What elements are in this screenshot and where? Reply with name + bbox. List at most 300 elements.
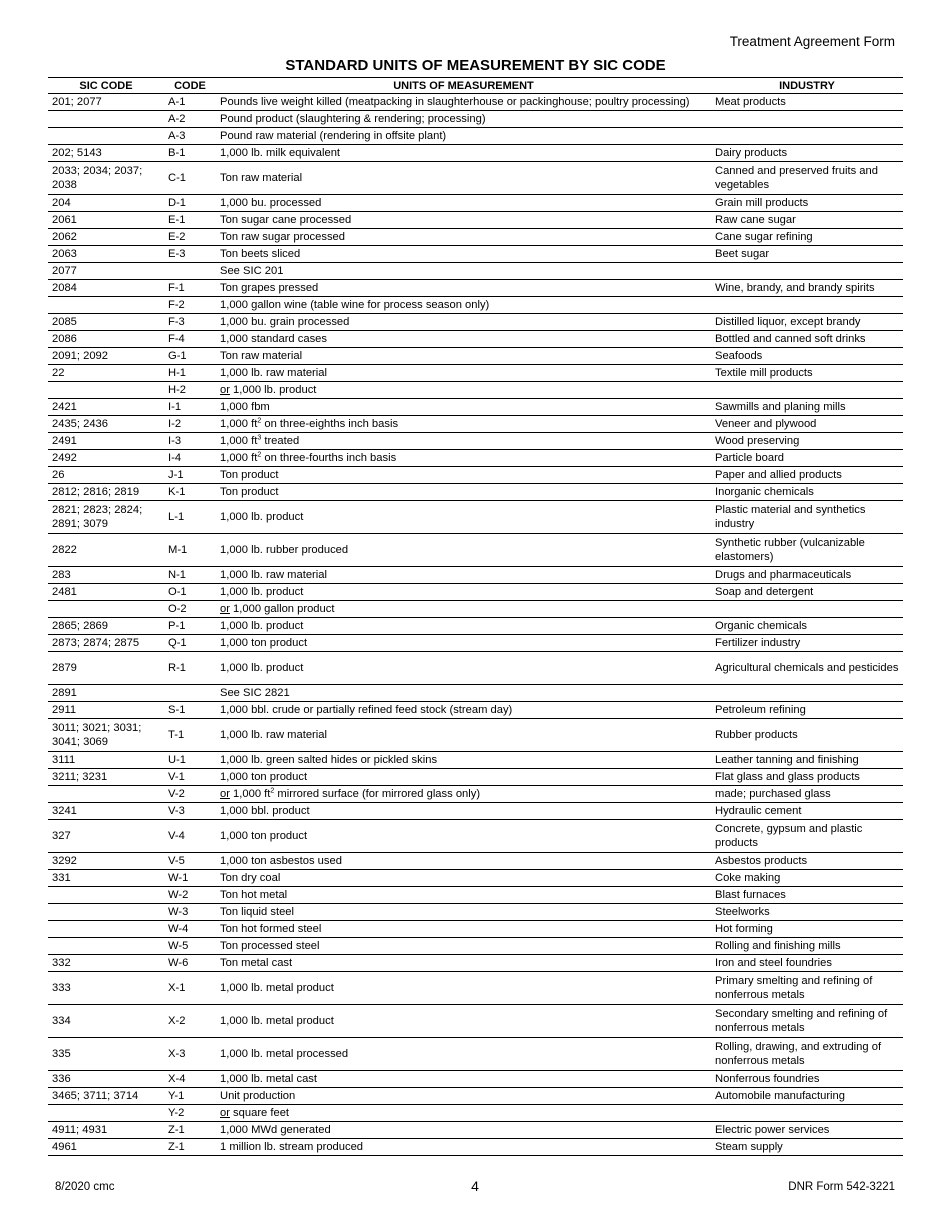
header-code: CODE xyxy=(164,78,216,94)
sic-code-cell: 2435; 2436 xyxy=(48,416,164,433)
unit-text: Ton grapes pressed xyxy=(220,282,319,294)
unit-text: 1,000 gallon product xyxy=(229,603,335,615)
units-table xyxy=(48,77,903,1156)
unit-text: 1,000 lb. product xyxy=(220,662,304,674)
table-row xyxy=(48,1088,903,1105)
unit-cell xyxy=(216,212,711,229)
unit-text: Ton dry coal xyxy=(220,872,281,884)
unit-cell xyxy=(216,450,711,467)
sic-code-cell: 2063 xyxy=(48,246,164,263)
unit-cell xyxy=(216,702,711,719)
sic-code-cell: 2086 xyxy=(48,331,164,348)
table-row xyxy=(48,1038,903,1071)
industry-cell: Soap and detergent xyxy=(711,584,903,601)
unit-cell xyxy=(216,904,711,921)
unit-text: 1,000 ft xyxy=(229,788,271,800)
code-cell: C-1 xyxy=(164,162,216,195)
code-cell: L-1 xyxy=(164,501,216,534)
table-row xyxy=(48,719,903,752)
page-title: STANDARD UNITS OF MEASUREMENT BY SIC CODE xyxy=(285,57,666,74)
unit-cell xyxy=(216,331,711,348)
unit-text: 1,000 ft xyxy=(220,435,258,447)
unit-exponent: 2 xyxy=(270,787,275,795)
unit-text: Ton sugar cane processed xyxy=(220,214,352,226)
table-row xyxy=(48,111,903,128)
code-cell: W-2 xyxy=(164,887,216,904)
page-number: 4 xyxy=(471,1178,479,1194)
code-cell: O-2 xyxy=(164,601,216,618)
table-row xyxy=(48,280,903,297)
unit-text: Ton liquid steel xyxy=(220,906,295,918)
industry-cell: Distilled liquor, except brandy xyxy=(711,314,903,331)
industry-cell: Blast furnaces xyxy=(711,887,903,904)
unit-cell xyxy=(216,365,711,382)
code-cell: I-4 xyxy=(164,450,216,467)
sic-code-cell: 2821; 2823; 2824; 2891; 3079 xyxy=(48,501,164,534)
sic-code-cell: 26 xyxy=(48,467,164,484)
sic-code-cell: 2873; 2874; 2875 xyxy=(48,635,164,652)
unit-cell xyxy=(216,584,711,601)
unit-cell xyxy=(216,1005,711,1038)
table-row xyxy=(48,870,903,887)
unit-text: Ton beets sliced xyxy=(220,248,301,260)
table-row xyxy=(48,1139,903,1156)
table-row xyxy=(48,1071,903,1088)
code-cell: V-2 xyxy=(164,786,216,803)
unit-text: Ton raw sugar processed xyxy=(220,231,345,243)
code-cell: W-1 xyxy=(164,870,216,887)
unit-cell xyxy=(216,955,711,972)
sic-code-cell: 3211; 3231 xyxy=(48,769,164,786)
sic-code-cell: 2061 xyxy=(48,212,164,229)
sic-code-cell: 332 xyxy=(48,955,164,972)
unit-text: 1,000 ton product xyxy=(220,771,308,783)
industry-cell: Grain mill products xyxy=(711,195,903,212)
unit-text: 1,000 ton product xyxy=(220,637,308,649)
code-cell: W-4 xyxy=(164,921,216,938)
code-cell: V-3 xyxy=(164,803,216,820)
sic-code-cell: 327 xyxy=(48,820,164,853)
table-row xyxy=(48,331,903,348)
sic-code-cell: 2085 xyxy=(48,314,164,331)
sic-code-cell: 202; 5143 xyxy=(48,145,164,162)
sic-code-cell: 2492 xyxy=(48,450,164,467)
unit-cell xyxy=(216,921,711,938)
industry-cell: Automobile manufacturing xyxy=(711,1088,903,1105)
sic-code-cell xyxy=(48,904,164,921)
code-cell: A-1 xyxy=(164,94,216,111)
unit-text: 1,000 bbl. crude or partially refined feed stock (stream day) xyxy=(220,704,513,716)
sic-code-cell: 2062 xyxy=(48,229,164,246)
sic-code-cell: 2033; 2034; 2037; 2038 xyxy=(48,162,164,195)
form-number: DNR Form 542-3221 xyxy=(788,1181,895,1193)
sic-code-cell: 2091; 2092 xyxy=(48,348,164,365)
code-cell: X-4 xyxy=(164,1071,216,1088)
unit-text: Pound product (slaughtering & rendering; processing) xyxy=(220,113,486,125)
sic-code-cell: 3111 xyxy=(48,752,164,769)
code-cell: B-1 xyxy=(164,145,216,162)
unit-cell xyxy=(216,803,711,820)
unit-cell xyxy=(216,618,711,635)
unit-text: 1,000 lb. metal cast xyxy=(220,1073,318,1085)
header-industry: INDUSTRY xyxy=(711,78,903,94)
unit-text: 1,000 lb. product xyxy=(220,511,304,523)
unit-cell xyxy=(216,1105,711,1122)
industry-cell xyxy=(711,128,903,145)
sic-code-cell xyxy=(48,297,164,314)
table-row xyxy=(48,297,903,314)
unit-text: See SIC 201 xyxy=(220,265,284,277)
industry-cell: Electric power services xyxy=(711,1122,903,1139)
industry-cell: Bottled and canned soft drinks xyxy=(711,331,903,348)
unit-cell xyxy=(216,195,711,212)
industry-cell: Drugs and pharmaceuticals xyxy=(711,567,903,584)
industry-cell: Iron and steel foundries xyxy=(711,955,903,972)
unit-cell xyxy=(216,786,711,803)
unit-cell xyxy=(216,870,711,887)
table-row xyxy=(48,534,903,567)
code-cell xyxy=(164,685,216,702)
unit-text: 1,000 gallon wine (table wine for process season only) xyxy=(220,299,490,311)
sic-code-cell: 201; 2077 xyxy=(48,94,164,111)
unit-text: 1 million lb. stream produced xyxy=(220,1141,364,1153)
code-cell: R-1 xyxy=(164,652,216,685)
sic-code-cell: 336 xyxy=(48,1071,164,1088)
table-row xyxy=(48,348,903,365)
table-row xyxy=(48,921,903,938)
industry-cell: Textile mill products xyxy=(711,365,903,382)
code-cell: I-1 xyxy=(164,399,216,416)
table-row xyxy=(48,314,903,331)
industry-cell xyxy=(711,601,903,618)
industry-cell: Agricultural chemicals and pesticides xyxy=(711,652,903,685)
table-header-row xyxy=(48,78,903,94)
table-row xyxy=(48,584,903,601)
sic-code-cell: 283 xyxy=(48,567,164,584)
unit-text: Ton processed steel xyxy=(220,940,320,952)
unit-cell xyxy=(216,433,711,450)
table-row xyxy=(48,820,903,853)
unit-text: Pounds live weight killed (meatpacking in slaughterhouse or packinghouse; poultry processing) xyxy=(220,96,690,108)
industry-cell: Veneer and plywood xyxy=(711,416,903,433)
industry-cell: Dairy products xyxy=(711,145,903,162)
table-row xyxy=(48,145,903,162)
industry-cell: Organic chemicals xyxy=(711,618,903,635)
industry-cell: Coke making xyxy=(711,870,903,887)
industry-cell: Concrete, gypsum and plastic products xyxy=(711,820,903,853)
sic-code-cell xyxy=(48,786,164,803)
table-row xyxy=(48,1105,903,1122)
code-cell: Q-1 xyxy=(164,635,216,652)
sic-code-cell xyxy=(48,938,164,955)
table-row xyxy=(48,803,903,820)
unit-cell xyxy=(216,128,711,145)
sic-code-cell: 2084 xyxy=(48,280,164,297)
table-row xyxy=(48,1122,903,1139)
table-row xyxy=(48,382,903,399)
table-row xyxy=(48,702,903,719)
unit-text: 1,000 lb. raw material xyxy=(220,367,327,379)
industry-cell: Meat products xyxy=(711,94,903,111)
industry-cell: Canned and preserved fruits and vegetables xyxy=(711,162,903,195)
unit-text: Ton product xyxy=(220,469,279,481)
unit-text: 1,000 lb. product xyxy=(229,384,317,396)
unit-cell xyxy=(216,635,711,652)
sic-code-cell: 2865; 2869 xyxy=(48,618,164,635)
unit-cell xyxy=(216,752,711,769)
unit-cell xyxy=(216,484,711,501)
industry-cell: Raw cane sugar xyxy=(711,212,903,229)
table-row xyxy=(48,904,903,921)
industry-cell: Rubber products xyxy=(711,719,903,752)
sic-code-cell: 3465; 3711; 3714 xyxy=(48,1088,164,1105)
unit-cell xyxy=(216,162,711,195)
unit-suffix: on three-eighths inch basis xyxy=(261,418,399,430)
unit-cell xyxy=(216,601,711,618)
sic-code-cell xyxy=(48,111,164,128)
unit-text: 1,000 ft xyxy=(220,418,258,430)
unit-text: 1,000 standard cases xyxy=(220,333,327,345)
sic-code-cell: 3011; 3021; 3031; 3041; 3069 xyxy=(48,719,164,752)
unit-text: 1,000 lb. metal product xyxy=(220,1015,334,1027)
sic-code-cell xyxy=(48,1105,164,1122)
sic-code-cell: 2421 xyxy=(48,399,164,416)
unit-text: 1,000 lb. metal product xyxy=(220,982,334,994)
table-row xyxy=(48,752,903,769)
sic-code-cell: 22 xyxy=(48,365,164,382)
industry-cell: Particle board xyxy=(711,450,903,467)
table-row xyxy=(48,212,903,229)
code-cell xyxy=(164,263,216,280)
footer-date: 8/2020 cmc xyxy=(55,1181,115,1193)
industry-cell xyxy=(711,685,903,702)
unit-cell xyxy=(216,229,711,246)
industry-cell: Steam supply xyxy=(711,1139,903,1156)
sic-code-cell: 2481 xyxy=(48,584,164,601)
unit-cell xyxy=(216,314,711,331)
industry-cell xyxy=(711,297,903,314)
header-units: UNITS OF MEASUREMENT xyxy=(216,78,711,94)
table-row xyxy=(48,365,903,382)
unit-text: Unit production xyxy=(220,1090,296,1102)
unit-cell xyxy=(216,280,711,297)
code-cell: I-2 xyxy=(164,416,216,433)
unit-text: 1,000 ton product xyxy=(220,830,308,842)
unit-text: 1,000 lb. product xyxy=(220,620,304,632)
table-row xyxy=(48,399,903,416)
or-prefix: or xyxy=(220,603,230,615)
table-row xyxy=(48,938,903,955)
unit-cell xyxy=(216,1122,711,1139)
table-row xyxy=(48,128,903,145)
industry-cell: Seafoods xyxy=(711,348,903,365)
code-cell: Y-1 xyxy=(164,1088,216,1105)
unit-text: 1,000 lb. rubber produced xyxy=(220,544,349,556)
unit-text: 1,000 bu. grain processed xyxy=(220,316,350,328)
table-row xyxy=(48,229,903,246)
sic-code-cell xyxy=(48,921,164,938)
unit-cell xyxy=(216,972,711,1005)
unit-cell xyxy=(216,769,711,786)
unit-cell xyxy=(216,501,711,534)
unit-cell xyxy=(216,297,711,314)
code-cell: H-2 xyxy=(164,382,216,399)
table-row xyxy=(48,786,903,803)
unit-suffix: treated xyxy=(261,435,300,447)
sic-code-cell: 331 xyxy=(48,870,164,887)
unit-cell xyxy=(216,534,711,567)
sic-code-cell: 2491 xyxy=(48,433,164,450)
code-cell: H-1 xyxy=(164,365,216,382)
table-row xyxy=(48,955,903,972)
unit-text: Pound raw material (rendering in offsite plant) xyxy=(220,130,447,142)
industry-cell: Petroleum refining xyxy=(711,702,903,719)
industry-cell xyxy=(711,382,903,399)
unit-cell xyxy=(216,416,711,433)
industry-cell: Steelworks xyxy=(711,904,903,921)
unit-text: Ton hot metal xyxy=(220,889,288,901)
unit-text: 1,000 lb. green salted hides or pickled skins xyxy=(220,754,438,766)
industry-cell: Sawmills and planing mills xyxy=(711,399,903,416)
code-cell: Z-1 xyxy=(164,1139,216,1156)
unit-cell xyxy=(216,719,711,752)
sic-code-cell: 204 xyxy=(48,195,164,212)
code-cell: N-1 xyxy=(164,567,216,584)
form-name: Treatment Agreement Form xyxy=(729,34,895,49)
table-row xyxy=(48,1005,903,1038)
unit-cell xyxy=(216,382,711,399)
code-cell: W-3 xyxy=(164,904,216,921)
unit-suffix: mirrored surface (for mirrored glass only) xyxy=(274,788,481,800)
unit-exponent: 2 xyxy=(257,451,262,459)
unit-text: Ton raw material xyxy=(220,172,303,184)
sic-code-cell xyxy=(48,382,164,399)
industry-cell xyxy=(711,263,903,280)
industry-cell: Asbestos products xyxy=(711,853,903,870)
unit-cell xyxy=(216,94,711,111)
industry-cell: Rolling and finishing mills xyxy=(711,938,903,955)
unit-cell xyxy=(216,652,711,685)
header-sic-code: SIC CODE xyxy=(48,78,164,94)
code-cell: O-1 xyxy=(164,584,216,601)
code-cell: V-5 xyxy=(164,853,216,870)
code-cell: Z-1 xyxy=(164,1122,216,1139)
unit-text: Ton raw material xyxy=(220,350,303,362)
unit-cell xyxy=(216,1071,711,1088)
code-cell: U-1 xyxy=(164,752,216,769)
table-row xyxy=(48,635,903,652)
code-cell: I-3 xyxy=(164,433,216,450)
industry-cell: Inorganic chemicals xyxy=(711,484,903,501)
sic-code-cell xyxy=(48,601,164,618)
unit-text: 1,000 lb. milk equivalent xyxy=(220,147,341,159)
code-cell: S-1 xyxy=(164,702,216,719)
table-row xyxy=(48,618,903,635)
unit-suffix: on three-fourths inch basis xyxy=(261,452,397,464)
sic-code-cell: 2911 xyxy=(48,702,164,719)
code-cell: X-2 xyxy=(164,1005,216,1038)
industry-cell: Beet sugar xyxy=(711,246,903,263)
code-cell: Y-2 xyxy=(164,1105,216,1122)
sic-code-cell: 333 xyxy=(48,972,164,1005)
unit-text: 1,000 ft xyxy=(220,452,258,464)
unit-text: Ton hot formed steel xyxy=(220,923,322,935)
code-cell: F-3 xyxy=(164,314,216,331)
industry-cell: Leather tanning and finishing xyxy=(711,752,903,769)
sic-code-cell: 2879 xyxy=(48,652,164,685)
table-row xyxy=(48,484,903,501)
sic-code-cell: 4911; 4931 xyxy=(48,1122,164,1139)
unit-text: 1,000 ton asbestos used xyxy=(220,855,342,867)
table-row xyxy=(48,94,903,111)
code-cell: F-2 xyxy=(164,297,216,314)
table-row xyxy=(48,685,903,702)
sic-code-cell xyxy=(48,128,164,145)
table-row xyxy=(48,246,903,263)
unit-cell xyxy=(216,246,711,263)
code-cell: G-1 xyxy=(164,348,216,365)
code-cell: F-1 xyxy=(164,280,216,297)
unit-text: 1,000 bbl. product xyxy=(220,805,310,817)
unit-text: Ton product xyxy=(220,486,279,498)
table-row xyxy=(48,972,903,1005)
unit-cell xyxy=(216,938,711,955)
code-cell: X-1 xyxy=(164,972,216,1005)
industry-cell: Fertilizer industry xyxy=(711,635,903,652)
code-cell: X-3 xyxy=(164,1038,216,1071)
industry-cell: Plastic material and synthetics industry xyxy=(711,501,903,534)
industry-cell: Primary smelting and refining of nonferrous metals xyxy=(711,972,903,1005)
industry-cell xyxy=(711,1105,903,1122)
or-prefix: or xyxy=(220,1107,230,1119)
code-cell: A-2 xyxy=(164,111,216,128)
code-cell: E-1 xyxy=(164,212,216,229)
unit-cell xyxy=(216,1088,711,1105)
sic-code-cell: 2822 xyxy=(48,534,164,567)
industry-cell: Cane sugar refining xyxy=(711,229,903,246)
code-cell: V-4 xyxy=(164,820,216,853)
code-cell: V-1 xyxy=(164,769,216,786)
industry-cell: Hot forming xyxy=(711,921,903,938)
unit-text: 1,000 lb. product xyxy=(220,586,304,598)
code-cell: W-6 xyxy=(164,955,216,972)
industry-cell: Rolling, drawing, and extruding of nonferrous metals xyxy=(711,1038,903,1071)
code-cell: K-1 xyxy=(164,484,216,501)
sic-code-cell xyxy=(48,887,164,904)
sic-code-cell: 2891 xyxy=(48,685,164,702)
unit-text: Ton metal cast xyxy=(220,957,293,969)
table-row xyxy=(48,263,903,280)
table-row xyxy=(48,195,903,212)
unit-cell xyxy=(216,145,711,162)
unit-exponent: 3 xyxy=(257,434,262,442)
unit-cell xyxy=(216,1038,711,1071)
unit-text: 1,000 lb. raw material xyxy=(220,569,327,581)
unit-cell xyxy=(216,853,711,870)
code-cell: D-1 xyxy=(164,195,216,212)
table-row xyxy=(48,162,903,195)
table-row xyxy=(48,416,903,433)
industry-cell: Hydraulic cement xyxy=(711,803,903,820)
unit-cell xyxy=(216,467,711,484)
table-row xyxy=(48,467,903,484)
table-row xyxy=(48,501,903,534)
unit-cell xyxy=(216,887,711,904)
unit-text: square feet xyxy=(229,1107,290,1119)
unit-cell xyxy=(216,348,711,365)
table-row xyxy=(48,433,903,450)
industry-cell: made; purchased glass xyxy=(711,786,903,803)
